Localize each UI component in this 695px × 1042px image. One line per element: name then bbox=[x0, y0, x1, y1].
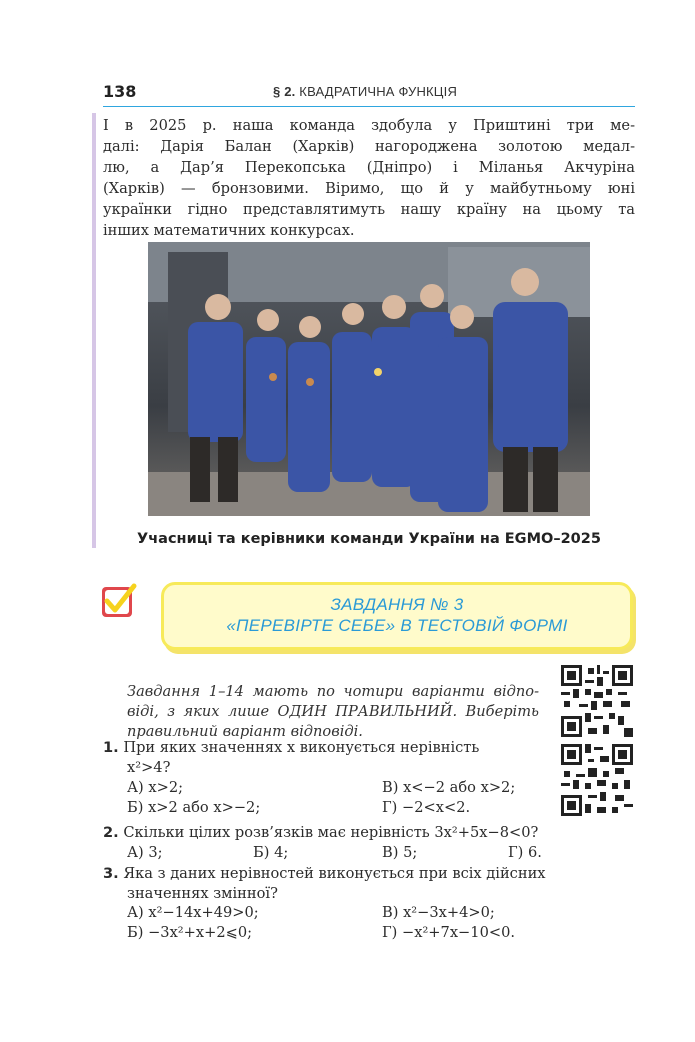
option-label: А) bbox=[127, 844, 144, 861]
option-text: x>2; bbox=[148, 779, 184, 796]
section-mark: § 2. bbox=[273, 84, 296, 99]
answer-option[interactable] bbox=[382, 778, 515, 798]
option-label: Б) bbox=[127, 924, 144, 941]
question-text: При яких значеннях x виконується нерівність bbox=[123, 739, 480, 756]
option-label: Г) bbox=[382, 799, 398, 816]
answer-option[interactable] bbox=[382, 798, 470, 818]
sidebar-accent-bar bbox=[92, 113, 96, 548]
question-1 bbox=[103, 738, 479, 758]
intro-paragraph bbox=[103, 115, 635, 241]
answer-option[interactable] bbox=[382, 843, 417, 863]
qr-code-icon[interactable] bbox=[561, 744, 633, 816]
question-number: 1. bbox=[103, 739, 119, 756]
question-3 bbox=[103, 864, 546, 884]
answer-option[interactable] bbox=[127, 798, 260, 818]
question-number: 2. bbox=[103, 824, 119, 841]
option-text: −x²+7x−10<0. bbox=[402, 924, 516, 941]
option-text: −3x²+x+2⩽0; bbox=[148, 924, 253, 941]
option-text: 5; bbox=[403, 844, 418, 861]
intro-line: (Харків) — бронзовими. Віримо, що й у майбутньому юні bbox=[103, 180, 635, 197]
answer-option[interactable] bbox=[127, 843, 163, 863]
option-text: −2<x<2. bbox=[402, 799, 471, 816]
intro-line: інших математичних конкурсах. bbox=[103, 222, 355, 239]
option-text: x²−3x+4>0; bbox=[403, 904, 495, 921]
team-photo-image bbox=[148, 242, 590, 516]
option-label: А) bbox=[127, 779, 144, 796]
option-text: x>2 або x>−2; bbox=[148, 799, 261, 816]
page-header bbox=[103, 80, 635, 107]
answer-option[interactable] bbox=[382, 923, 515, 943]
intro-line: І в 2025 р. наша команда здобула у Приштині три ме- bbox=[103, 117, 635, 134]
page-number: 138 bbox=[103, 82, 137, 101]
team-photo bbox=[148, 242, 590, 516]
question-text: Скільки цілих розв’язків має нерівність 3x²+5x−8<0? bbox=[123, 824, 539, 841]
instructions-line: віді, з яких лише ОДИН ПРАВИЛЬНИЙ. Виберіть bbox=[127, 703, 539, 720]
option-text: 4; bbox=[274, 844, 289, 861]
option-text: 6. bbox=[528, 844, 542, 861]
option-label: А) bbox=[127, 904, 144, 921]
option-label: В) bbox=[382, 779, 399, 796]
option-text: x²−14x+49>0; bbox=[148, 904, 259, 921]
option-label: В) bbox=[382, 904, 399, 921]
section-title-text: КВАДРАТИЧНА ФУНКЦІЯ bbox=[299, 84, 458, 99]
task-banner bbox=[161, 582, 633, 650]
answer-option[interactable] bbox=[382, 903, 495, 923]
question-1-line2: x²>4? bbox=[127, 759, 171, 776]
question-3-line2: значеннях змінної? bbox=[127, 885, 278, 902]
qr-code-icon[interactable] bbox=[561, 665, 633, 737]
option-text: 3; bbox=[148, 844, 163, 861]
photo-caption: Учасниці та керівники команди України на EGMO–2025 bbox=[137, 531, 601, 547]
question-number: 3. bbox=[103, 865, 119, 882]
instructions-line: Завдання 1–14 мають по чотири варіанти відпо- bbox=[127, 683, 539, 700]
instructions-line: правильний варіант відповіді. bbox=[127, 723, 363, 740]
answer-option[interactable] bbox=[127, 778, 183, 798]
intro-line: далі: Дарія Балан (Харків) нагороджена золотою медал- bbox=[103, 138, 635, 155]
section-title bbox=[273, 84, 457, 99]
option-text: x<−2 або x>2; bbox=[403, 779, 516, 796]
answer-option[interactable] bbox=[253, 843, 288, 863]
question-text: Яка з даних нерівностей виконується при всіх дійсних bbox=[123, 865, 546, 882]
intro-line: лю, а Дар’я Перекопська (Дніпро) і Міланья Акчуріна bbox=[103, 159, 635, 176]
option-label: Г) bbox=[382, 924, 398, 941]
option-label: Г) bbox=[508, 844, 524, 861]
answer-option[interactable] bbox=[127, 903, 259, 923]
option-label: В) bbox=[382, 844, 399, 861]
answer-option[interactable] bbox=[508, 843, 542, 863]
task-title: ЗАВДАННЯ № 3 bbox=[330, 595, 464, 614]
question-2 bbox=[103, 823, 538, 843]
task-subtitle: «ПЕРЕВІРТЕ СЕБЕ» В ТЕСТОВІЙ ФОРМІ bbox=[226, 616, 568, 635]
intro-line: українки гідно представлятимуть нашу країну на цьому та bbox=[103, 201, 635, 218]
checkmark-icon bbox=[101, 583, 137, 619]
task-instructions bbox=[127, 682, 539, 742]
answer-option[interactable] bbox=[127, 923, 252, 943]
option-label: Б) bbox=[253, 844, 270, 861]
option-label: Б) bbox=[127, 799, 144, 816]
